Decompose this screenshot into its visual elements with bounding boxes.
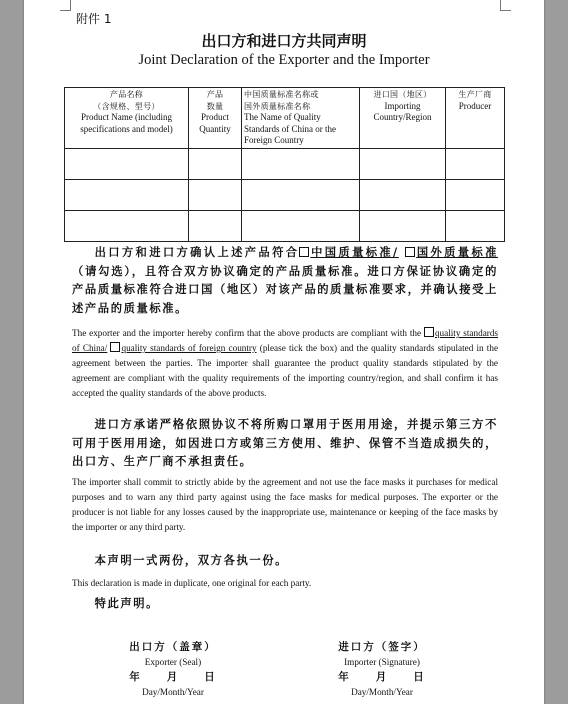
table-cell[interactable] [446, 148, 505, 179]
table-row [65, 148, 505, 179]
table-cell[interactable] [189, 210, 242, 241]
exporter-signature-block [108, 640, 238, 700]
duplicate-statement-cn: 本声明一式两份，双方各执一份。 [94, 554, 289, 567]
exporter-seal-label-cn: 出口方（盖章） [129, 641, 217, 653]
crop-mark-top-right [500, 0, 511, 11]
exporter-date-cn: 年 月 日 [129, 671, 217, 683]
crop-mark-top-left [60, 0, 71, 11]
duplicate-statement-en: This declaration is made in duplicate, one original for each party. [72, 578, 312, 588]
product-table [64, 87, 505, 242]
table-cell[interactable] [360, 210, 446, 241]
checkbox-china-standard-en[interactable] [424, 327, 434, 337]
table-cell[interactable] [242, 148, 360, 179]
medical-use-commitment-en: The importer shall commit to strictly abide by the agreement and not use the face masks it purchases for medical purposes and to warn any third party against using the face masks for medical purposes. The exporter or the producer is not liable for any losses caused by the inappropriate use, maintenance or keeping of the face masks by the importer or any third party. [72, 477, 498, 532]
table-cell[interactable] [65, 179, 189, 210]
header-product-name: 产品名称 （含规格、型号） Product Name (including specifications and model) [65, 88, 189, 149]
checkbox-foreign-standard-en[interactable] [110, 342, 120, 352]
header-product-quantity: 产品 数量 Product Quantity [189, 88, 242, 149]
title-english: Joint Declaration of the Exporter and the Importer [138, 52, 430, 68]
table-cell[interactable] [446, 179, 505, 210]
hereby-declare: 特此声明。 [94, 597, 160, 610]
table-header-row [65, 88, 505, 149]
table-cell[interactable] [360, 179, 446, 210]
quality-confirmation-en: The exporter and the importer hereby confirm that the above products are compliant with the quality standards of China/ quality standards of foreign country (please tick the box) and the quality standards stipulated in the agreement between the parties. The importer shall guarantee the product quality standards stipulated by the agreement are compliant with the quality requirements of the importing country/region, and shall confirm it has accepted the quality standards of the above products. [72, 328, 499, 398]
importer-date-en: Day/Month/Year [351, 687, 413, 697]
importer-date-cn: 年 月 日 [338, 671, 426, 683]
header-importing-country: 进口国（地区） Importing Country/Region [360, 88, 446, 149]
document-page [24, 0, 544, 704]
exporter-seal-label-en: Exporter (Seal) [144, 657, 202, 667]
medical-use-commitment-cn: 进口方承诺严格依照协议不将所购口罩用于医用用途，并提示第三方不可用于医用用途，如因进口方或第三方使用、维护、保管不当造成损失的，出口方、生产厂商不承担责任。 [72, 418, 498, 468]
title-chinese: 出口方和进口方共同声明 [201, 32, 367, 50]
table-cell[interactable] [242, 210, 360, 241]
checkbox-china-standard[interactable] [299, 247, 309, 257]
table-cell[interactable] [189, 148, 242, 179]
importer-signature-label-cn: 进口方（签字） [338, 641, 426, 653]
table-row [65, 210, 505, 241]
header-producer: 生产厂商 Producer [446, 88, 505, 149]
checkbox-foreign-standard[interactable] [405, 247, 415, 257]
importer-signature-block [312, 640, 452, 700]
table-row [65, 179, 505, 210]
exporter-date-en: Day/Month/Year [142, 687, 204, 697]
attachment-label: 附件 1 [76, 12, 112, 26]
table-cell[interactable] [360, 148, 446, 179]
table-cell[interactable] [65, 148, 189, 179]
table-cell[interactable] [446, 210, 505, 241]
quality-confirmation-cn: 出口方和进口方确认上述产品符合 中国质量标准/ 国外质量标准（请勾选），且符合双方协议确定的产品质量标准。进口方保证协议确定的产品质量标准符合进口国（地区）对该产品的质量标准要求，并确认接受上述产品的质量标准。 [72, 246, 498, 315]
header-quality-standards: 中国质量标准名称或 国外质量标准名称 The Name of Quality Standards of China or the Foreign Country [242, 88, 360, 149]
importer-signature-label-en: Importer (Signature) [344, 657, 420, 667]
table-cell[interactable] [242, 179, 360, 210]
table-cell[interactable] [65, 210, 189, 241]
table-cell[interactable] [189, 179, 242, 210]
